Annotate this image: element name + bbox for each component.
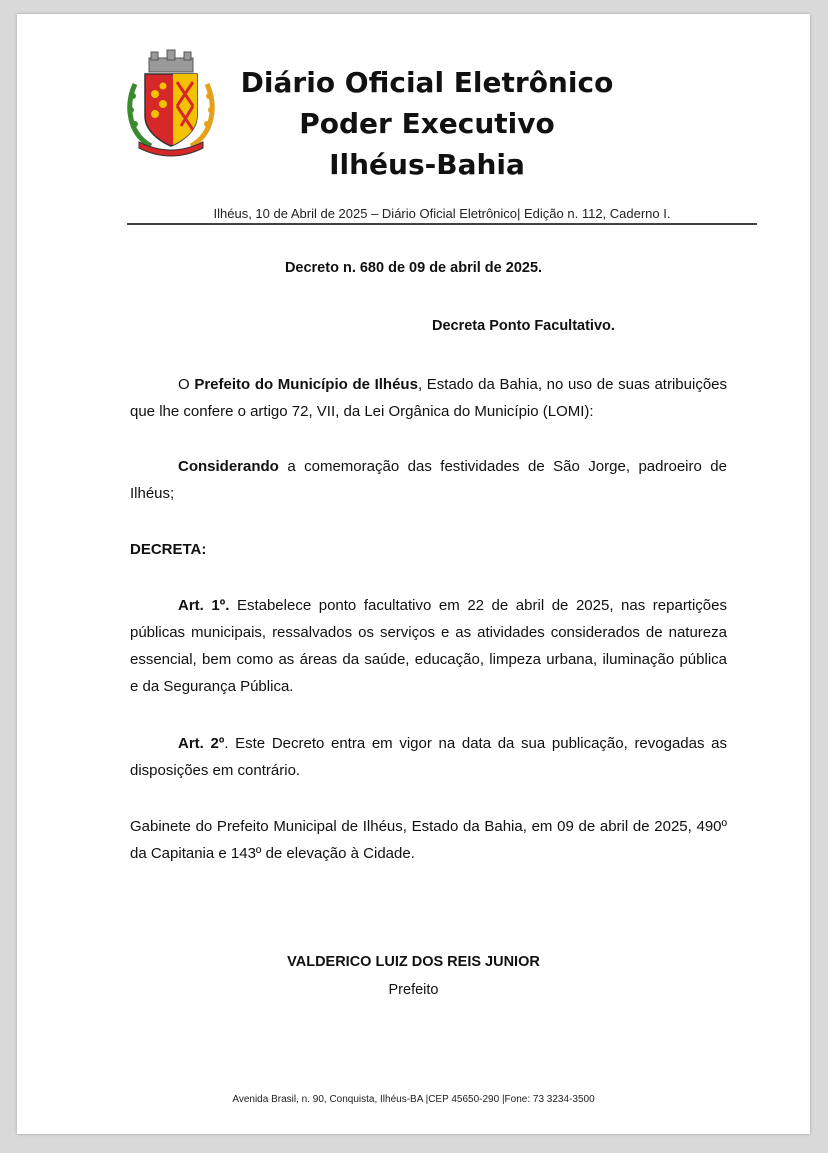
decreta-heading: DECRETA: bbox=[130, 541, 207, 558]
considering-label: Considerando bbox=[178, 458, 279, 475]
preamble-authority: Prefeito do Município de Ilhéus bbox=[194, 376, 418, 393]
header-divider bbox=[127, 223, 757, 225]
signatory-name: VALDERICO LUIZ DOS REIS JUNIOR bbox=[287, 954, 540, 970]
article-1-text: Estabelece ponto facultativo em 22 de abril de 2025, nas repartições públicas municipais, ressalvados os serviços e as atividades considerados de natureza essencial, bem como as áreas da saúde, educação, limpeza urbana, iluminação pública e da Segurança Pública. bbox=[130, 597, 727, 695]
document-page bbox=[17, 14, 810, 1134]
considering-paragraph bbox=[130, 453, 727, 507]
masthead-city: Ilhéus-Bahia bbox=[329, 148, 525, 181]
preamble-text: , Estado da Bahia, no uso de suas atribuições que lhe confere o artigo 72, VII, da Lei Orgânica do Município (LOMI): bbox=[130, 376, 728, 420]
article-2 bbox=[130, 730, 727, 784]
masthead-branch: Poder Executivo bbox=[299, 107, 555, 140]
considering-text: a comemoração das festividades de São Jorge, padroeiro de Ilhéus; bbox=[130, 458, 727, 502]
decree-title: Decreto n. 680 de 09 de abril de 2025. bbox=[284, 260, 543, 276]
article-1-label: Art. 1º. bbox=[178, 597, 230, 614]
masthead-title: Diário Oficial Eletrônico bbox=[240, 66, 614, 99]
closing-paragraph: Gabinete do Prefeito Municipal de Ilhéus, Estado da Bahia, em 09 de abril de 2025, 490º da Capitania e 143º de elevação à Cidade. bbox=[130, 818, 727, 862]
decree-ementa: Decreta Ponto Facultativo. bbox=[432, 318, 615, 334]
edition-line: Ilhéus, 10 de Abril de 2025 – Diário Oficial Eletrônico| Edição n. 112, Caderno I. bbox=[213, 206, 671, 221]
preamble-paragraph bbox=[130, 371, 727, 425]
article-2-text: . Este Decreto entra em vigor na data da sua publicação, revogadas as disposições em contrário. bbox=[130, 735, 727, 779]
article-1 bbox=[130, 592, 727, 700]
footer-address: Avenida Brasil, n. 90, Conquista, Ilhéus-BA |CEP 45650-290 |Fone: 73 3234-3500 bbox=[232, 1094, 595, 1105]
signatory-role: Prefeito bbox=[388, 982, 439, 998]
article-2-label: Art. 2º bbox=[178, 735, 225, 752]
masthead bbox=[167, 62, 687, 185]
preamble-lead: O bbox=[178, 376, 195, 393]
